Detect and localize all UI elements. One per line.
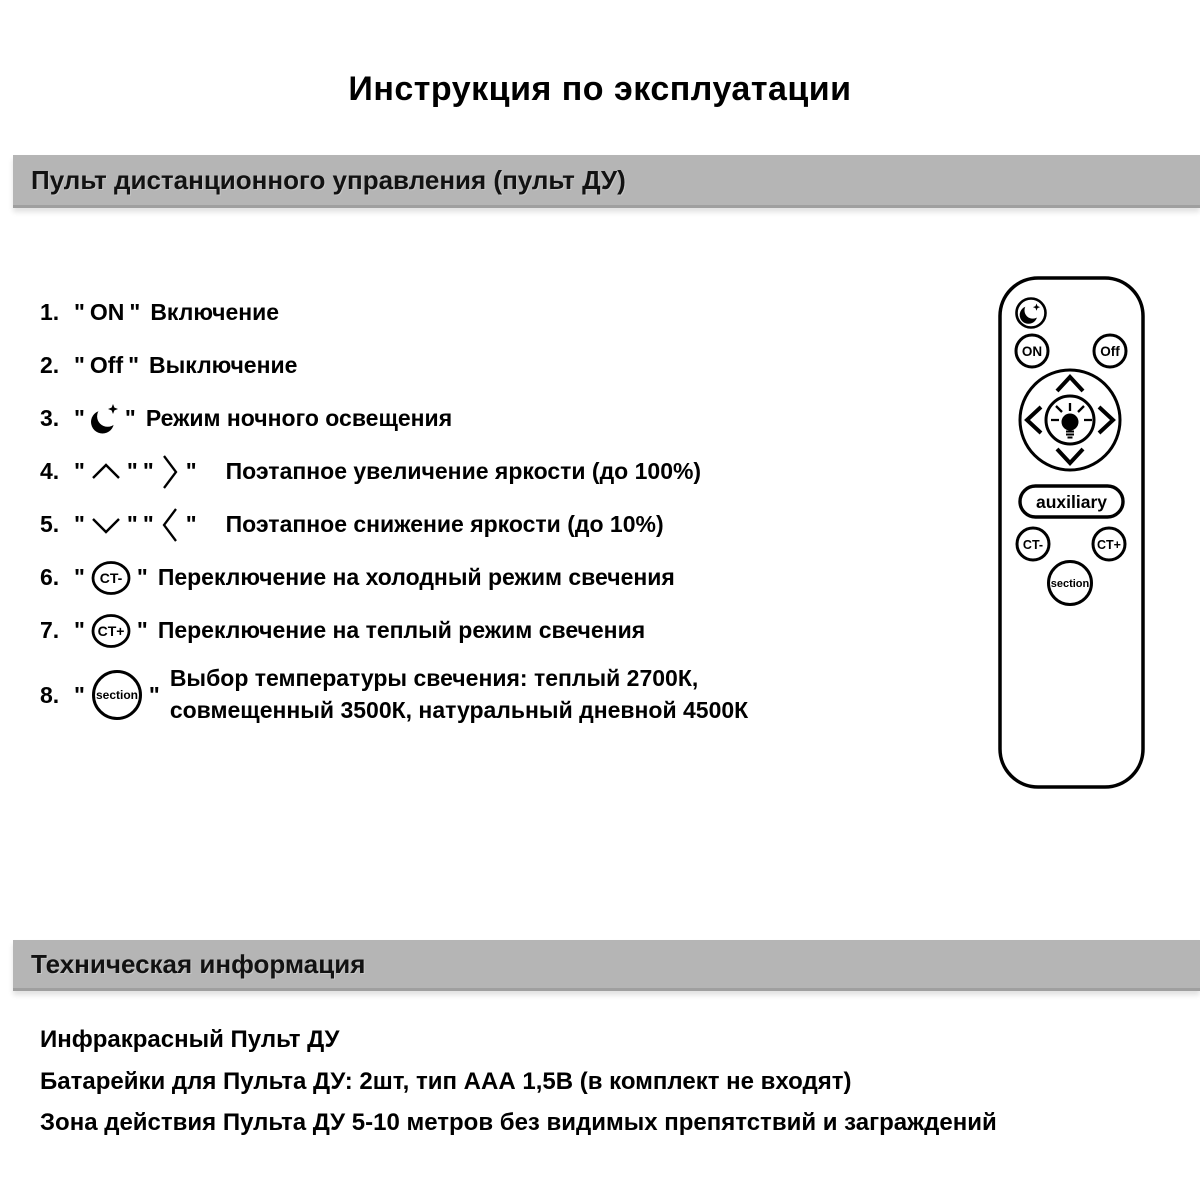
remote-button-legend — [40, 286, 940, 733]
list-item-description: Выбор температуры свечения: теплый 2700К, совмещенный 3500К, натуральный дневной 4500К — [169, 665, 749, 723]
chevron-down-icon — [90, 512, 122, 538]
list-item-number: 1. — [40, 299, 60, 325]
quote-mark: " — [74, 681, 85, 708]
section-header-tech — [13, 940, 1200, 991]
svg-text:auxiliary: auxiliary — [1035, 492, 1108, 512]
chevron-right-icon — [159, 452, 181, 492]
quote-mark: " — [136, 564, 148, 590]
svg-text:CT-: CT- — [99, 569, 123, 586]
section-header-remote-label: Пульт дистанционного управления (пульт ДУ) — [31, 164, 626, 195]
list-item-number: 6. — [40, 564, 60, 590]
button-label-text: Off — [89, 352, 124, 378]
list-item — [40, 286, 940, 339]
list-item-description: Переключение на теплый режим свечения — [157, 616, 646, 643]
list-item-number: 3. — [40, 405, 60, 431]
ct-minus-icon — [90, 560, 132, 596]
svg-text:CT+: CT+ — [97, 622, 125, 639]
quote-mark: " — [129, 299, 141, 325]
quote-mark: " — [136, 617, 148, 643]
list-item — [40, 657, 940, 733]
list-item — [40, 339, 940, 392]
list-item-description: Переключение на холодный режим свечения — [157, 563, 675, 590]
chevron-left-icon — [159, 505, 181, 545]
quote-mark: " — [185, 511, 197, 537]
list-item-description: Поэтапное снижение яркости (до 10%) — [225, 510, 664, 537]
tech-info-line: Зона действия Пульта ДУ 5-10 метров без видимых препятствий и заграждений — [40, 1109, 997, 1137]
quote-mark: " — [142, 458, 154, 484]
page-title: Инструкция по эксплуатации — [348, 70, 852, 108]
quote-mark: " — [74, 299, 85, 325]
quote-mark: " — [128, 352, 140, 378]
svg-text:ON: ON — [1021, 344, 1043, 359]
list-item — [40, 604, 940, 657]
quote-mark: " — [126, 511, 138, 537]
moon-icon — [90, 401, 120, 437]
remote-illustration — [990, 272, 1155, 797]
list-item-description: Включение — [150, 298, 280, 325]
chevron-up-icon — [90, 459, 122, 485]
svg-text:section: section — [1050, 578, 1090, 590]
quote-mark: " — [148, 681, 160, 708]
tech-info-line: Инфракрасный Пульт ДУ — [40, 1026, 340, 1053]
svg-text:CT-: CT- — [1022, 538, 1044, 552]
section-header-remote — [13, 155, 1200, 208]
list-item-description: Выключение — [149, 351, 298, 378]
quote-mark: " — [124, 405, 136, 431]
quote-mark: " — [142, 511, 154, 537]
list-item — [40, 551, 940, 604]
button-label-text: ON — [89, 299, 125, 325]
quote-mark: " — [74, 458, 85, 484]
list-item-number: 5. — [40, 511, 60, 537]
list-item — [40, 392, 940, 445]
quote-mark: " — [74, 564, 85, 590]
list-item — [40, 498, 940, 551]
quote-mark: " — [74, 352, 85, 378]
tech-info — [40, 1026, 1180, 1151]
svg-text:section: section — [95, 688, 138, 702]
quote-mark: " — [74, 511, 85, 537]
ct-plus-icon — [90, 613, 132, 649]
list-item-description: Режим ночного освещения — [145, 404, 453, 431]
tech-info-line: Батарейки для Пульта ДУ: 2шт, тип ААА 1,5В (в комплект не входят) — [40, 1067, 852, 1095]
svg-text:Off: Off — [1100, 344, 1120, 359]
list-item-number: 2. — [40, 352, 60, 378]
list-item-description: Поэтапное увеличение яркости (до 100%) — [225, 457, 702, 484]
svg-text:CT+: CT+ — [1097, 538, 1121, 552]
quote-mark: " — [126, 458, 138, 484]
list-item-number: 8. — [40, 681, 60, 708]
list-item — [40, 445, 940, 498]
section-header-tech-label: Техническая информация — [31, 948, 366, 979]
quote-mark: " — [185, 458, 197, 484]
section-icon — [90, 668, 144, 722]
quote-mark: " — [74, 617, 85, 643]
quote-mark: " — [74, 405, 85, 431]
list-item-number: 7. — [40, 617, 60, 643]
list-item-number: 4. — [40, 458, 60, 484]
